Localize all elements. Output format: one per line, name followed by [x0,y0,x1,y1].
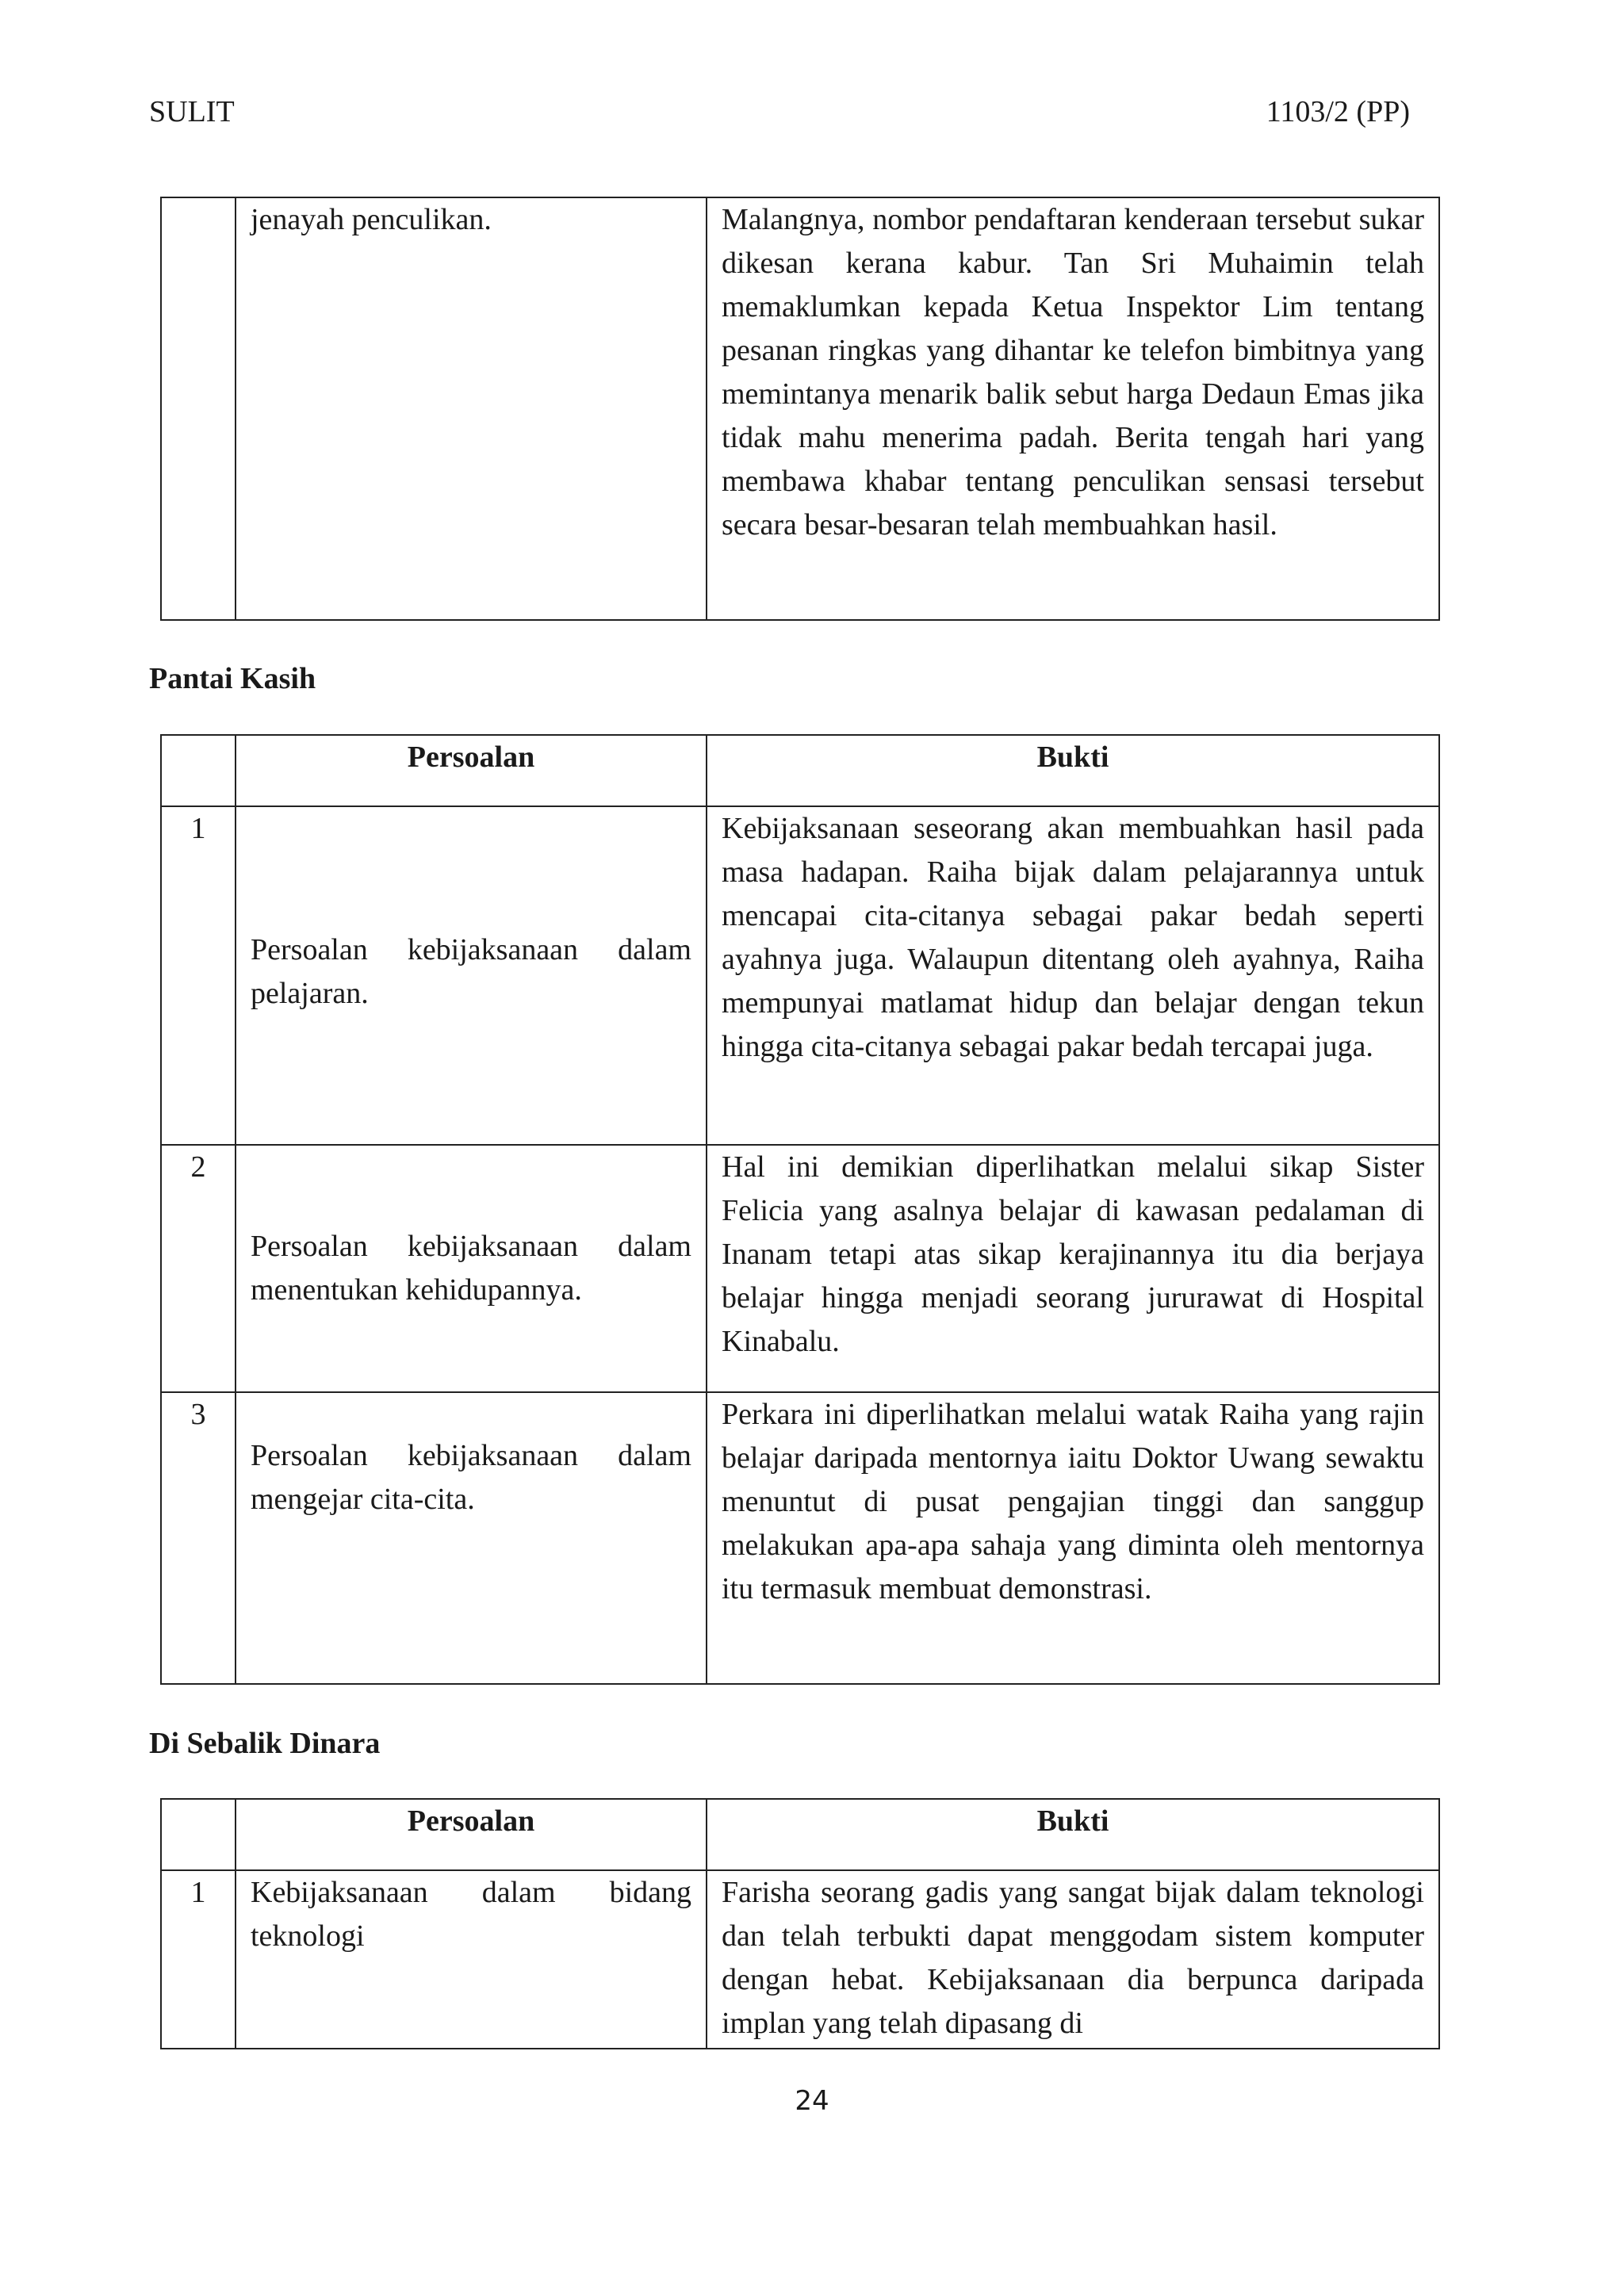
section-title-pantai-kasih: Pantai Kasih [149,662,316,695]
bukti-cell: Kebijaksanaan seseorang akan membuahkan hasil pada masa hadapan. Raiha bijak dalam pelajarannya untuk mencapai cita-citanya sebagai pakar bedah seperti ayahnya juga. Walaupun ditentang oleh ayahnya, Raiha mempunyai matlamat hidup dan belajar dengan tekun hingga cita-citanya sebagai pakar bedah tercapai juga. [707,806,1439,1145]
table-row [161,806,1439,1145]
table-row [161,1392,1439,1684]
bukti-cell: Malangnya, nombor pendaftaran kenderaan tersebut sukar dikesan kerana kabur. Tan Sri Muhaimin telah memaklumkan kepada Ketua Inspektor Lim tentang pesanan ringkas yang dihantar ke telefon bimbitnya yang memintanya menarik balik sebut harga Dedaun Emas jika tidak mahu menerima padah. Berita tengah hari yang membawa khabar tentang penculikan sensasi tersebut secara besar-besaran telah membuahkan hasil. [707,197,1439,620]
page-number: 24 [795,2085,829,2117]
pantai-kasih-table [160,734,1440,1685]
persoalan-cell: Kebijaksanaan dalam bidang teknologi [236,1870,707,2049]
header-left: SULIT [149,95,235,128]
persoalan-cell: jenayah penculikan. [236,197,707,620]
header-cell-persoalan: Persoalan [236,735,707,806]
header-cell-number [161,1799,236,1870]
table-row [161,1145,1439,1392]
row-number: 3 [161,1392,236,1684]
bukti-cell: Perkara ini diperlihatkan melalui watak Raiha yang rajin belajar daripada mentornya iaitu Doktor Uwang sewaktu menuntut di pusat pengajian tinggi dan sanggup melakukan apa-apa sahaja yang diminta oleh mentornya itu termasuk membuat demonstrasi. [707,1392,1439,1684]
header-cell-number [161,735,236,806]
row-number: 1 [161,1870,236,2049]
row-number [161,197,236,620]
row-number: 1 [161,806,236,1145]
header-cell-persoalan: Persoalan [236,1799,707,1870]
continuation-table [160,197,1440,621]
table-header-row [161,735,1439,806]
row-number: 2 [161,1145,236,1392]
bukti-cell: Farisha seorang gadis yang sangat bijak dalam teknologi dan telah terbukti dapat menggodam sistem komputer dengan hebat. Kebijaksanaan dia berpunca daripada implan yang telah dipasang di [707,1870,1439,2049]
bukti-cell: Hal ini demikian diperlihatkan melalui sikap Sister Felicia yang asalnya belajar di kawasan pedalaman di Inanam tetapi atas sikap kerajinannya itu dia berjaya belajar hingga menjadi seorang jururawat di Hospital Kinabalu. [707,1145,1439,1392]
header-right: 1103/2 (PP) [1266,95,1410,128]
table-header-row [161,1799,1439,1870]
persoalan-cell: Persoalan kebijaksanaan dalam pelajaran. [236,806,707,1145]
persoalan-cell: Persoalan kebijaksanaan dalam menentukan kehidupannya. [236,1145,707,1392]
table-row [161,1870,1439,2049]
header-cell-bukti: Bukti [707,735,1439,806]
table-row [161,197,1439,620]
section-title-di-sebalik-dinara: Di Sebalik Dinara [149,1727,381,1760]
header-cell-bukti: Bukti [707,1799,1439,1870]
di-sebalik-dinara-table [160,1798,1440,2049]
persoalan-cell: Persoalan kebijaksanaan dalam mengejar cita-cita. [236,1392,707,1684]
